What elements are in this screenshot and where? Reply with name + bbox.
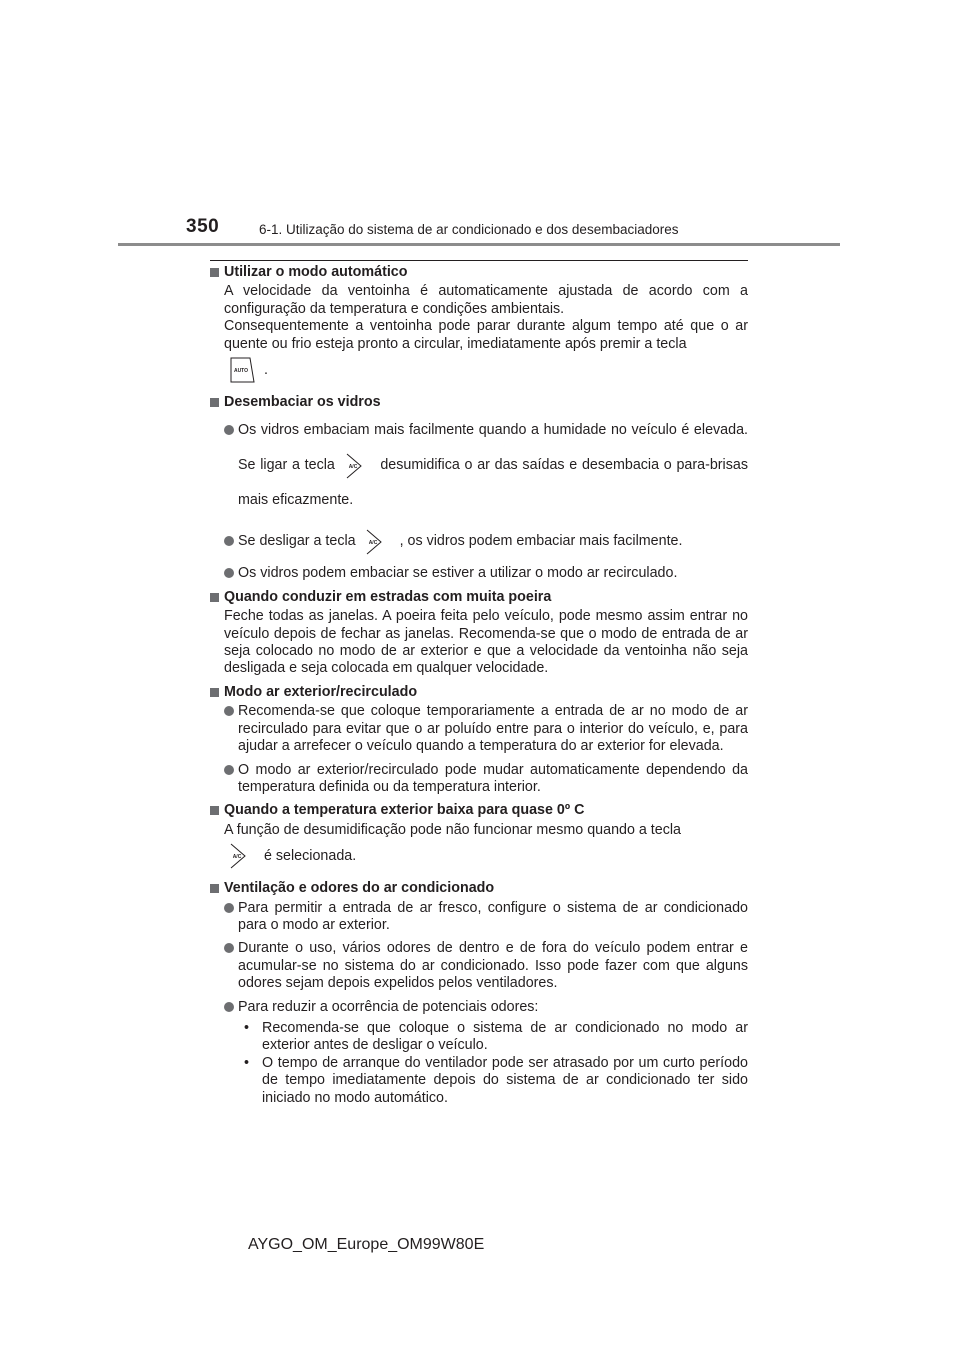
section-defog (210, 394, 748, 583)
ac-key-icon (363, 527, 393, 557)
square-bullet-icon (210, 806, 219, 815)
list-item (224, 900, 748, 935)
section-recirculation (210, 684, 748, 796)
round-bullet-icon (224, 765, 234, 775)
list-item (224, 565, 748, 582)
section-title (210, 684, 748, 701)
list-item-text: Durante o uso, vários odores de dentro e de fora do veículo podem entrar e acumular-se no sistema do ar condicionado. Isso pode fazer com que alguns odores sejam depois expelidos pelos ventiladores. (238, 940, 748, 992)
ac-key-label: A/C (232, 854, 242, 861)
section-title-text: Utilizar o modo automático (224, 264, 408, 280)
round-bullet-icon (224, 706, 234, 716)
bullet-list (210, 900, 748, 1107)
paragraph-icon-line (224, 353, 748, 388)
round-bullet-icon (224, 425, 234, 435)
list-item (224, 524, 748, 559)
sub-list (238, 1020, 748, 1107)
page-number: 350 (186, 216, 220, 237)
section-auto-mode (210, 264, 748, 388)
section-odors (210, 880, 748, 1107)
content-divider (210, 260, 748, 261)
ac-key-icon (227, 841, 257, 871)
list-item (224, 413, 748, 518)
list-item-text: Recomenda-se que coloque temporariamente a entrada de ar no modo de ar recirculado para evitar que o ar poluído entre para o interior do veículo, e, para ajudar a arrefecer o veículo quando a temperatura do ar exterior for elevada. (238, 703, 748, 755)
square-bullet-icon (210, 268, 219, 277)
sentence-end: é selecionada. (263, 848, 357, 865)
round-bullet-icon (224, 568, 234, 578)
chapter-title: 6-1. Utilização do sistema de ar condicionado e dos desembaciadores (259, 222, 679, 237)
list-item (224, 999, 748, 1107)
auto-key-label: AUTO (233, 368, 249, 375)
section-body (210, 822, 748, 874)
sub-list-item-text: Recomenda-se que coloque o sistema de ar condicionado no modo ar exterior antes de desligar o veículo. (262, 1019, 748, 1054)
round-bullet-icon (224, 903, 234, 913)
section-title (210, 264, 748, 281)
section-body (210, 283, 748, 388)
ac-key-label: A/C (348, 463, 357, 470)
section-body (210, 608, 748, 678)
square-bullet-icon (210, 884, 219, 893)
paragraph: A velocidade da ventoinha é automaticamente ajustada de acordo com a configuração da temperatura e condições ambientais. (224, 283, 748, 317)
paragraph: Consequentemente a ventoinha pode parar durante algum tempo até que o ar quente ou frio esteja pronto a circular, imediatamente após premir a tecla (224, 318, 748, 352)
square-bullet-icon (210, 688, 219, 697)
sub-list-item (238, 1055, 748, 1107)
list-item-text: Para permitir a entrada de ar fresco, configure o sistema de ar condicionado para o modo ar exterior. (238, 899, 748, 933)
ac-key-label: A/C (368, 539, 377, 546)
sub-bullet: • (244, 1054, 250, 1071)
document-code: AYGO_OM_Europe_OM99W80E (248, 1236, 485, 1253)
paragraph-icon-line (224, 839, 748, 874)
bullet-list (210, 413, 748, 582)
sentence-end: . (263, 362, 268, 379)
page-header (0, 0, 960, 250)
section-title-text: Quando conduzir em estradas com muita poeira (224, 588, 552, 605)
section-title (210, 394, 748, 411)
page-content (210, 264, 748, 1113)
section-title (210, 880, 748, 897)
list-item-text: Para reduzir a ocorrência de potenciais odores: (238, 998, 539, 1015)
square-bullet-icon (210, 593, 219, 602)
list-item-text: Os vidros podem embaciar se estiver a utilizar o modo ar recirculado. (238, 565, 678, 582)
sub-bullet: • (244, 1019, 250, 1036)
section-cold-temperature (210, 802, 748, 874)
section-title-text: Quando a temperatura exterior baixa para quase 0º C (224, 802, 585, 819)
list-item-text: Se desligar a tecla (238, 533, 356, 550)
round-bullet-icon (224, 943, 234, 953)
section-title-text: Desembaciar os vidros (224, 394, 381, 411)
list-item-text: desumidifica o ar das saídas e desembacia o para-brisas mais eficazmente. (238, 457, 748, 509)
list-item-text: Os vidros embaciam mais facilmente quando a humidade no veículo é elevada. Se ligar a tecla (238, 422, 748, 474)
sub-list-item-text: O tempo de arranque do ventilador pode ser atrasado por um curto período de tempo imediatamente depois do sistema de ar condicionado ter sido iniciado no modo automático. (262, 1054, 748, 1106)
list-item-text: O modo ar exterior/recirculado pode mudar automaticamente dependendo da temperatura definida ou da temperatura interior. (238, 761, 748, 795)
section-title (210, 589, 748, 606)
auto-key-icon (227, 355, 257, 385)
section-dusty-roads (210, 589, 748, 678)
list-item (224, 940, 748, 992)
section-title-text: Ventilação e odores do ar condicionado (224, 880, 495, 897)
sub-list-item (238, 1020, 748, 1055)
section-title-text: Modo ar exterior/recirculado (224, 683, 418, 700)
paragraph: Feche todas as janelas. A poeira feita pelo veículo, pode mesmo assim entrar no veículo depois de fechar as janelas. Recomenda-se que o modo de entrada de ar seja colocado no modo de ar exterior e que a velocidade da ventoinha não seja desligada e seja colocada em qualquer velocidade. (224, 608, 748, 677)
section-title (210, 802, 748, 819)
bullet-list (210, 703, 748, 796)
ac-key-icon (343, 451, 373, 481)
round-bullet-icon (224, 536, 234, 546)
paragraph: A função de desumidificação pode não funcionar mesmo quando a tecla (224, 821, 682, 838)
header-divider (118, 243, 840, 246)
list-item-text: , os vidros podem embaciar mais facilmente. (399, 533, 683, 550)
square-bullet-icon (210, 398, 219, 407)
list-item (224, 703, 748, 755)
round-bullet-icon (224, 1002, 234, 1012)
list-item (224, 762, 748, 797)
